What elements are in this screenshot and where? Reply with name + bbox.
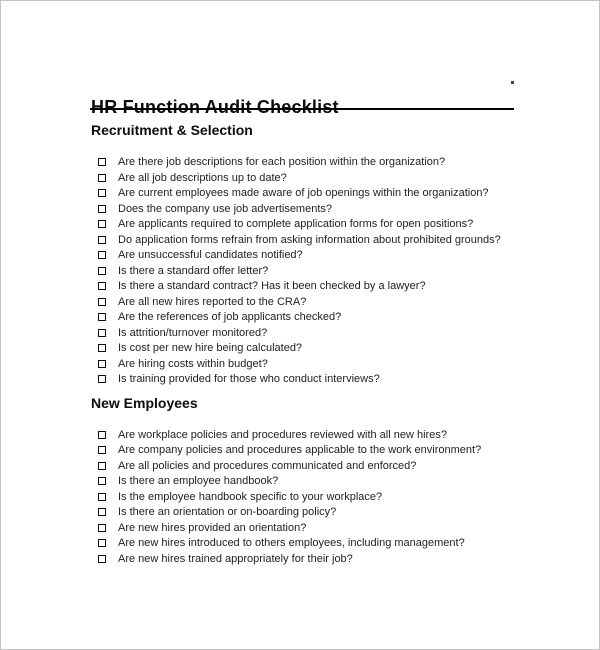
checklist-item [91,264,521,280]
checkbox-icon[interactable] [98,282,106,290]
checkbox-icon[interactable] [98,267,106,275]
section-heading: New Employees [91,394,198,411]
checkbox-icon[interactable] [98,555,106,563]
checklist-item-label: Is there an orientation or on-boarding policy? [118,506,337,518]
checklist-item-label: Is there a standard offer letter? [118,264,269,277]
checkbox-icon[interactable] [98,431,106,439]
checklist-item-label: Is there a standard contract? Has it been checked by a lawyer? [118,280,426,292]
checkbox-icon[interactable] [98,329,106,337]
checklist-item [91,202,521,218]
checklist-item [91,443,521,459]
checklist-item [91,341,521,357]
checklist-item [91,357,521,373]
checkbox-icon[interactable] [98,251,106,259]
checklist-item [91,279,521,295]
checklist-item [91,521,521,537]
checklist-item-label: Is there an employee handbook? [118,475,279,487]
checkbox-icon[interactable] [98,158,106,166]
checkbox-icon[interactable] [98,298,106,306]
checklist-item-label: Is attrition/turnover monitored? [118,326,268,339]
checkbox-icon[interactable] [98,446,106,454]
checklist-item-label: Are applicants required to complete application forms for open positions? [118,218,474,230]
checklist-item [91,474,521,490]
checklist-item-label: Are hiring costs within budget? [118,357,268,370]
title-rule [90,108,514,110]
checklist-item [91,326,521,342]
checkbox-icon[interactable] [98,205,106,213]
checklist-item-label: Does the company use job advertisements? [118,202,333,215]
checklist-item-label: Are the references of job applicants checked? [118,311,342,323]
checklist-item [91,552,521,568]
checklist-item [91,428,521,444]
section-heading: Recruitment & Selection [91,122,253,138]
checkbox-icon[interactable] [98,360,106,368]
checkbox-icon[interactable] [98,313,106,321]
checklist-item [91,217,521,233]
checklist-item-label: Are new hires provided an orientation? [118,521,307,534]
checklist-item-label: Are all job descriptions up to date? [118,171,287,184]
checkbox-icon[interactable] [98,344,106,352]
checklist-item [91,171,521,187]
checklist-item-label: Is the employee handbook specific to your workplace? [118,490,383,503]
checkbox-icon[interactable] [98,189,106,197]
checkbox-icon[interactable] [98,493,106,501]
checklist-item-label: Are new hires introduced to others employees, including management? [118,537,465,549]
checklist-item-label: Are current employees made aware of job openings within the organization? [118,187,489,199]
ink-speck-artifact [511,81,514,84]
checklist-item [91,186,521,202]
checklist-item-label: Are company policies and procedures applicable to the work environment? [118,444,482,456]
checkbox-icon[interactable] [98,462,106,470]
checklist-item [91,310,521,326]
checkbox-icon[interactable] [98,539,106,547]
checklist-item-label: Is training provided for those who conduct interviews? [118,373,380,385]
checkbox-icon[interactable] [98,477,106,485]
checklist-item [91,155,521,171]
checklist-item-label: Is cost per new hire being calculated? [118,342,303,354]
checklist-item [91,248,521,264]
checklist-item [91,372,521,388]
checklist-item-label: Are there job descriptions for each position within the organization? [118,156,446,168]
checklist-item-label: Do application forms refrain from asking information about prohibited grounds? [118,233,501,246]
checklist-item-label: Are new hires trained appropriately for their job? [118,552,353,565]
checklist-item-label: Are workplace policies and procedures reviewed with all new hires? [118,428,447,441]
checklist-item-label: Are all policies and procedures communicated and enforced? [118,459,417,472]
checklist-item [91,459,521,475]
checklist [91,155,521,388]
checklist-item [91,295,521,311]
checklist-item-label: Are unsuccessful candidates notified? [118,249,303,261]
checklist-item [91,505,521,521]
checkbox-icon[interactable] [98,524,106,532]
checkbox-icon[interactable] [98,508,106,516]
checklist-item-label: Are all new hires reported to the CRA? [118,295,307,308]
checklist-item [91,233,521,249]
checklist-item [91,536,521,552]
checklist-item [91,490,521,506]
checkbox-icon[interactable] [98,174,106,182]
checkbox-icon[interactable] [98,375,106,383]
checklist [91,428,521,568]
checkbox-icon[interactable] [98,220,106,228]
sections [91,122,521,567]
checkbox-icon[interactable] [98,236,106,244]
